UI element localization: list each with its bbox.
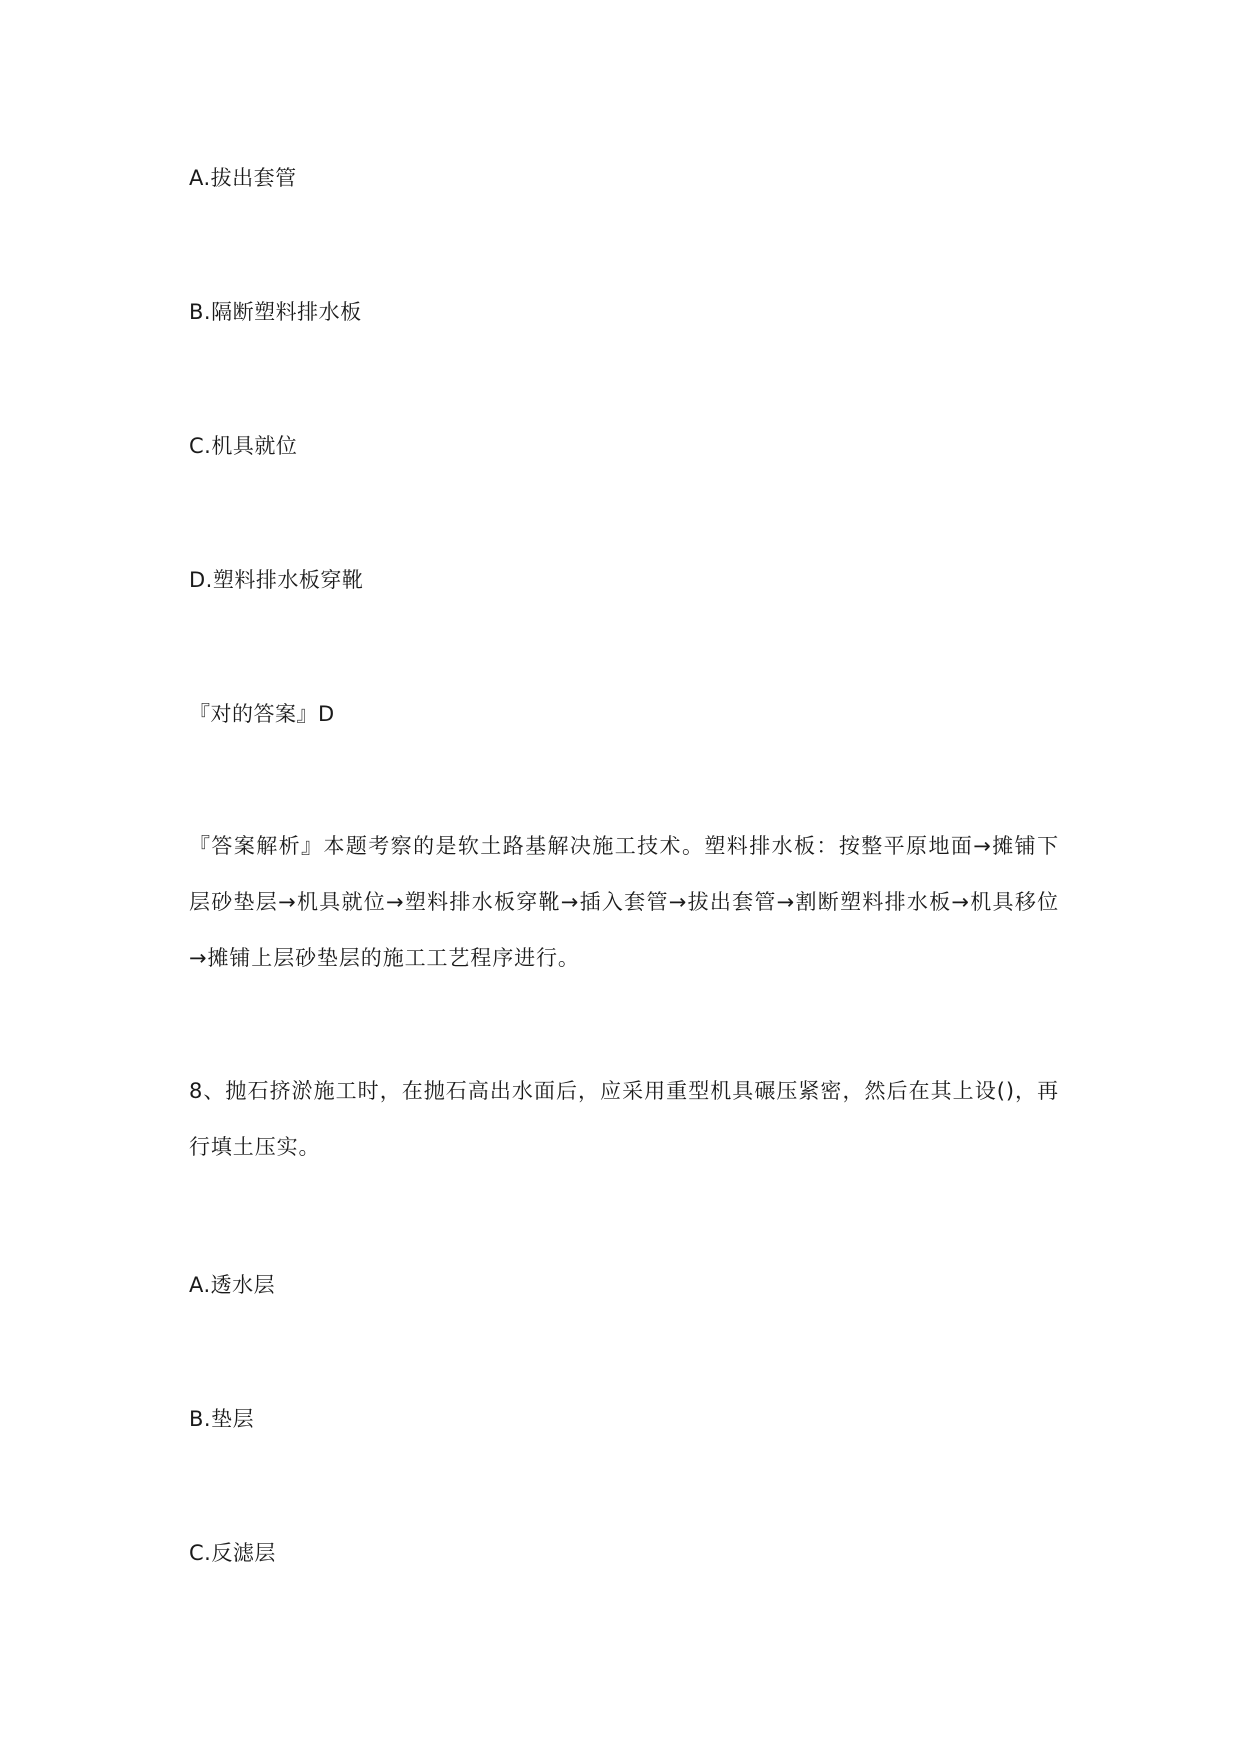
q7-option-c: C.机具就位 (189, 434, 298, 458)
q7-option-b: B.隔断塑料排水板 (189, 300, 362, 324)
q7-option-d: D.塑料排水板穿靴 (189, 568, 364, 592)
q7-option-a: A.拔出套管 (189, 166, 297, 190)
q8-option-b: B.垫层 (189, 1407, 255, 1431)
q7-answer: 『对的答案』D (189, 702, 335, 726)
q8-option-c: C.反滤层 (189, 1541, 276, 1565)
q7-analysis: 『答案解析』本题考察的是软土路基解决施工技术。塑料排水板：按整平原地面→摊铺下层砂垫层→机具就位→塑料排水板穿靴→插入套管→拔出套管→割断塑料排水板→机具移位→摊铺上层砂垫层的施工工艺程序进行。 (189, 834, 1059, 970)
q8-option-a: A.透水层 (189, 1273, 276, 1297)
q8-stem: 8、抛石挤淤施工时，在抛石高出水面后，应采用重型机具碾压紧密，然后在其上设()，再行填土压实。 (189, 1079, 1059, 1159)
